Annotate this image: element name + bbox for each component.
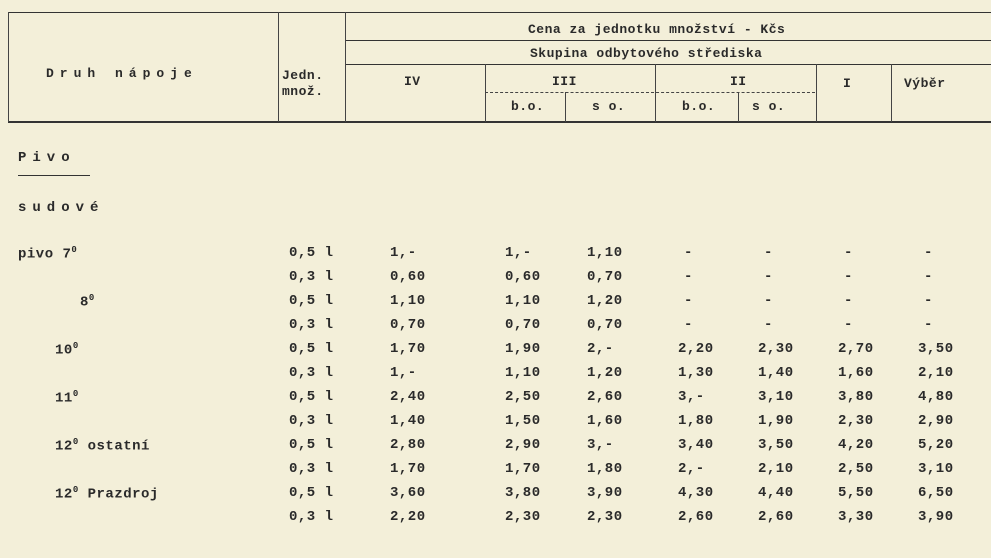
degree-superscript: 0 — [72, 485, 79, 495]
row-unit: 0,5 l — [289, 389, 334, 405]
price-vyber: 3,50 — [918, 341, 954, 357]
price-ii-bo: - — [684, 293, 693, 309]
price-iv: 1,40 — [390, 413, 426, 429]
price-iii-bo: 1,90 — [505, 341, 541, 357]
row-drink-name — [55, 485, 159, 503]
drink-name-text: 10 — [55, 342, 73, 359]
price-vyber: 3,10 — [918, 461, 954, 477]
price-iii-so: 2,30 — [587, 509, 623, 525]
price-vyber: 3,90 — [918, 509, 954, 525]
price-vyber: 4,80 — [918, 389, 954, 405]
price-i: - — [844, 293, 853, 309]
degree-superscript: 0 — [72, 437, 79, 447]
price-i: 2,50 — [838, 461, 874, 477]
price-ii-bo: 2,20 — [678, 341, 714, 357]
price-ii-so: - — [764, 317, 773, 333]
section-pivo-underline — [18, 175, 90, 176]
price-ii-bo: - — [684, 317, 693, 333]
drink-name-text: 8 — [80, 294, 89, 311]
price-iii-bo: 0,70 — [505, 317, 541, 333]
price-iii-bo: 2,30 — [505, 509, 541, 525]
price-i: 2,30 — [838, 413, 874, 429]
price-iii-bo: 0,60 — [505, 269, 541, 285]
price-ii-bo: - — [684, 269, 693, 285]
header-cena: Cena za jednotku množství - Kčs — [528, 22, 786, 37]
price-vyber: - — [924, 317, 933, 333]
price-iv: 2,20 — [390, 509, 426, 525]
price-iii-so: 0,70 — [587, 317, 623, 333]
table-row — [0, 293, 991, 317]
header-vyber: Výběr — [904, 76, 946, 91]
row-unit: 0,5 l — [289, 341, 334, 357]
col-divider-i — [816, 64, 817, 122]
price-i: - — [844, 245, 853, 261]
price-i: - — [844, 269, 853, 285]
drink-name-text: pivo 7 — [18, 246, 72, 263]
degree-superscript: 0 — [72, 341, 79, 351]
header-jedn: Jedn. — [282, 68, 324, 83]
price-i: 4,20 — [838, 437, 874, 453]
cena-underline — [345, 40, 991, 41]
row-unit: 0,3 l — [289, 269, 334, 285]
price-iii-so: 1,20 — [587, 365, 623, 381]
row-drink-name — [55, 341, 79, 359]
price-iv: 3,60 — [390, 485, 426, 501]
price-iii-so: 0,70 — [587, 269, 623, 285]
price-i: 3,80 — [838, 389, 874, 405]
col-divider-iii — [485, 64, 486, 122]
row-unit: 0,3 l — [289, 509, 334, 525]
price-iv: 1,- — [390, 245, 417, 261]
col-divider-jedn — [278, 12, 279, 122]
price-ii-so: 3,10 — [758, 389, 794, 405]
price-iv: 0,70 — [390, 317, 426, 333]
col-divider-iii-so — [565, 92, 566, 122]
col-divider-cena — [345, 12, 346, 122]
price-iii-so: 3,90 — [587, 485, 623, 501]
price-vyber: 6,50 — [918, 485, 954, 501]
row-drink-name — [80, 293, 95, 311]
table-top-border — [8, 12, 991, 13]
section-sudove: sudové — [18, 200, 105, 216]
price-ii-so: 1,90 — [758, 413, 794, 429]
price-iv: 1,70 — [390, 461, 426, 477]
price-iii-so: 1,20 — [587, 293, 623, 309]
table-left-border — [8, 12, 9, 122]
price-ii-so: 4,40 — [758, 485, 794, 501]
price-iii-so: 1,10 — [587, 245, 623, 261]
row-unit: 0,3 l — [289, 317, 334, 333]
col-divider-ii — [655, 64, 656, 122]
price-i: 2,70 — [838, 341, 874, 357]
table-row — [0, 485, 991, 509]
price-iv: 1,70 — [390, 341, 426, 357]
drink-name-suffix: Prazdroj — [78, 486, 159, 503]
price-iii-bo: 2,90 — [505, 437, 541, 453]
table-row — [0, 461, 991, 485]
header-bottom-border — [8, 121, 991, 123]
table-row — [0, 269, 991, 293]
skupina-underline — [345, 64, 991, 65]
price-vyber: - — [924, 293, 933, 309]
price-vyber: - — [924, 245, 933, 261]
row-unit: 0,5 l — [289, 437, 334, 453]
col-divider-vyber — [891, 64, 892, 122]
price-i: - — [844, 317, 853, 333]
price-ii-bo: 3,- — [678, 389, 705, 405]
table-row — [0, 317, 991, 341]
drink-name-suffix: ostatní — [78, 438, 150, 455]
header-iii-so: s o. — [592, 99, 626, 114]
col-divider-ii-so — [738, 92, 739, 122]
price-ii-bo: 1,80 — [678, 413, 714, 429]
table-row — [0, 245, 991, 269]
price-iii-bo: 1,10 — [505, 365, 541, 381]
price-i: 3,30 — [838, 509, 874, 525]
price-iii-so: 3,- — [587, 437, 614, 453]
price-ii-bo: 2,60 — [678, 509, 714, 525]
price-iii-bo: 1,70 — [505, 461, 541, 477]
price-i: 1,60 — [838, 365, 874, 381]
row-drink-name — [55, 389, 79, 407]
row-unit: 0,3 l — [289, 461, 334, 477]
degree-superscript: 0 — [71, 245, 78, 255]
section-pivo: Pivo — [18, 150, 76, 166]
price-vyber: 5,20 — [918, 437, 954, 453]
price-iii-bo: 1,50 — [505, 413, 541, 429]
price-iv: 2,40 — [390, 389, 426, 405]
price-ii-so: 2,30 — [758, 341, 794, 357]
price-ii-so: 1,40 — [758, 365, 794, 381]
price-iii-bo: 2,50 — [505, 389, 541, 405]
degree-superscript: 0 — [88, 293, 95, 303]
row-unit: 0,5 l — [289, 485, 334, 501]
price-ii-bo: - — [684, 245, 693, 261]
price-iii-so: 1,60 — [587, 413, 623, 429]
price-ii-so: - — [764, 269, 773, 285]
group-dashed-line — [485, 92, 815, 93]
header-mnoz: množ. — [282, 84, 324, 99]
drink-name-text: 11 — [55, 390, 73, 407]
price-iii-bo: 1,10 — [505, 293, 541, 309]
row-unit: 0,5 l — [289, 245, 334, 261]
price-ii-so: 3,50 — [758, 437, 794, 453]
row-unit: 0,3 l — [289, 413, 334, 429]
price-iii-bo: 3,80 — [505, 485, 541, 501]
header-ii-so: s o. — [752, 99, 786, 114]
price-iii-bo: 1,- — [505, 245, 532, 261]
header-druh-napoje: Druh nápoje — [46, 66, 198, 81]
price-iv: 1,10 — [390, 293, 426, 309]
price-ii-bo: 4,30 — [678, 485, 714, 501]
price-i: 5,50 — [838, 485, 874, 501]
price-ii-bo: 1,30 — [678, 365, 714, 381]
degree-superscript: 0 — [72, 389, 79, 399]
table-row — [0, 509, 991, 533]
price-vyber: 2,90 — [918, 413, 954, 429]
row-unit: 0,5 l — [289, 293, 334, 309]
price-ii-so: 2,60 — [758, 509, 794, 525]
table-row — [0, 341, 991, 365]
drink-name-text: 12 — [55, 486, 73, 503]
row-drink-name — [55, 437, 150, 455]
header-group-iv: IV — [404, 74, 421, 89]
header-group-i: I — [843, 76, 852, 91]
table-row — [0, 389, 991, 413]
row-unit: 0,3 l — [289, 365, 334, 381]
price-ii-so: 2,10 — [758, 461, 794, 477]
table-row — [0, 365, 991, 389]
row-drink-name — [18, 245, 77, 263]
table-row — [0, 437, 991, 461]
price-iii-so: 2,- — [587, 341, 614, 357]
price-vyber: - — [924, 269, 933, 285]
price-vyber: 2,10 — [918, 365, 954, 381]
price-iv: 2,80 — [390, 437, 426, 453]
header-iii-bo: b.o. — [511, 99, 545, 114]
price-iii-so: 1,80 — [587, 461, 623, 477]
price-iv: 1,- — [390, 365, 417, 381]
header-group-ii: II — [730, 74, 747, 89]
price-iii-so: 2,60 — [587, 389, 623, 405]
header-ii-bo: b.o. — [682, 99, 716, 114]
price-ii-so: - — [764, 293, 773, 309]
price-ii-bo: 2,- — [678, 461, 705, 477]
price-ii-bo: 3,40 — [678, 437, 714, 453]
price-iv: 0,60 — [390, 269, 426, 285]
drink-name-text: 12 — [55, 438, 73, 455]
header-group-iii: III — [552, 74, 577, 89]
header-skupina: Skupina odbytového střediska — [530, 46, 763, 61]
price-ii-so: - — [764, 245, 773, 261]
table-row — [0, 413, 991, 437]
